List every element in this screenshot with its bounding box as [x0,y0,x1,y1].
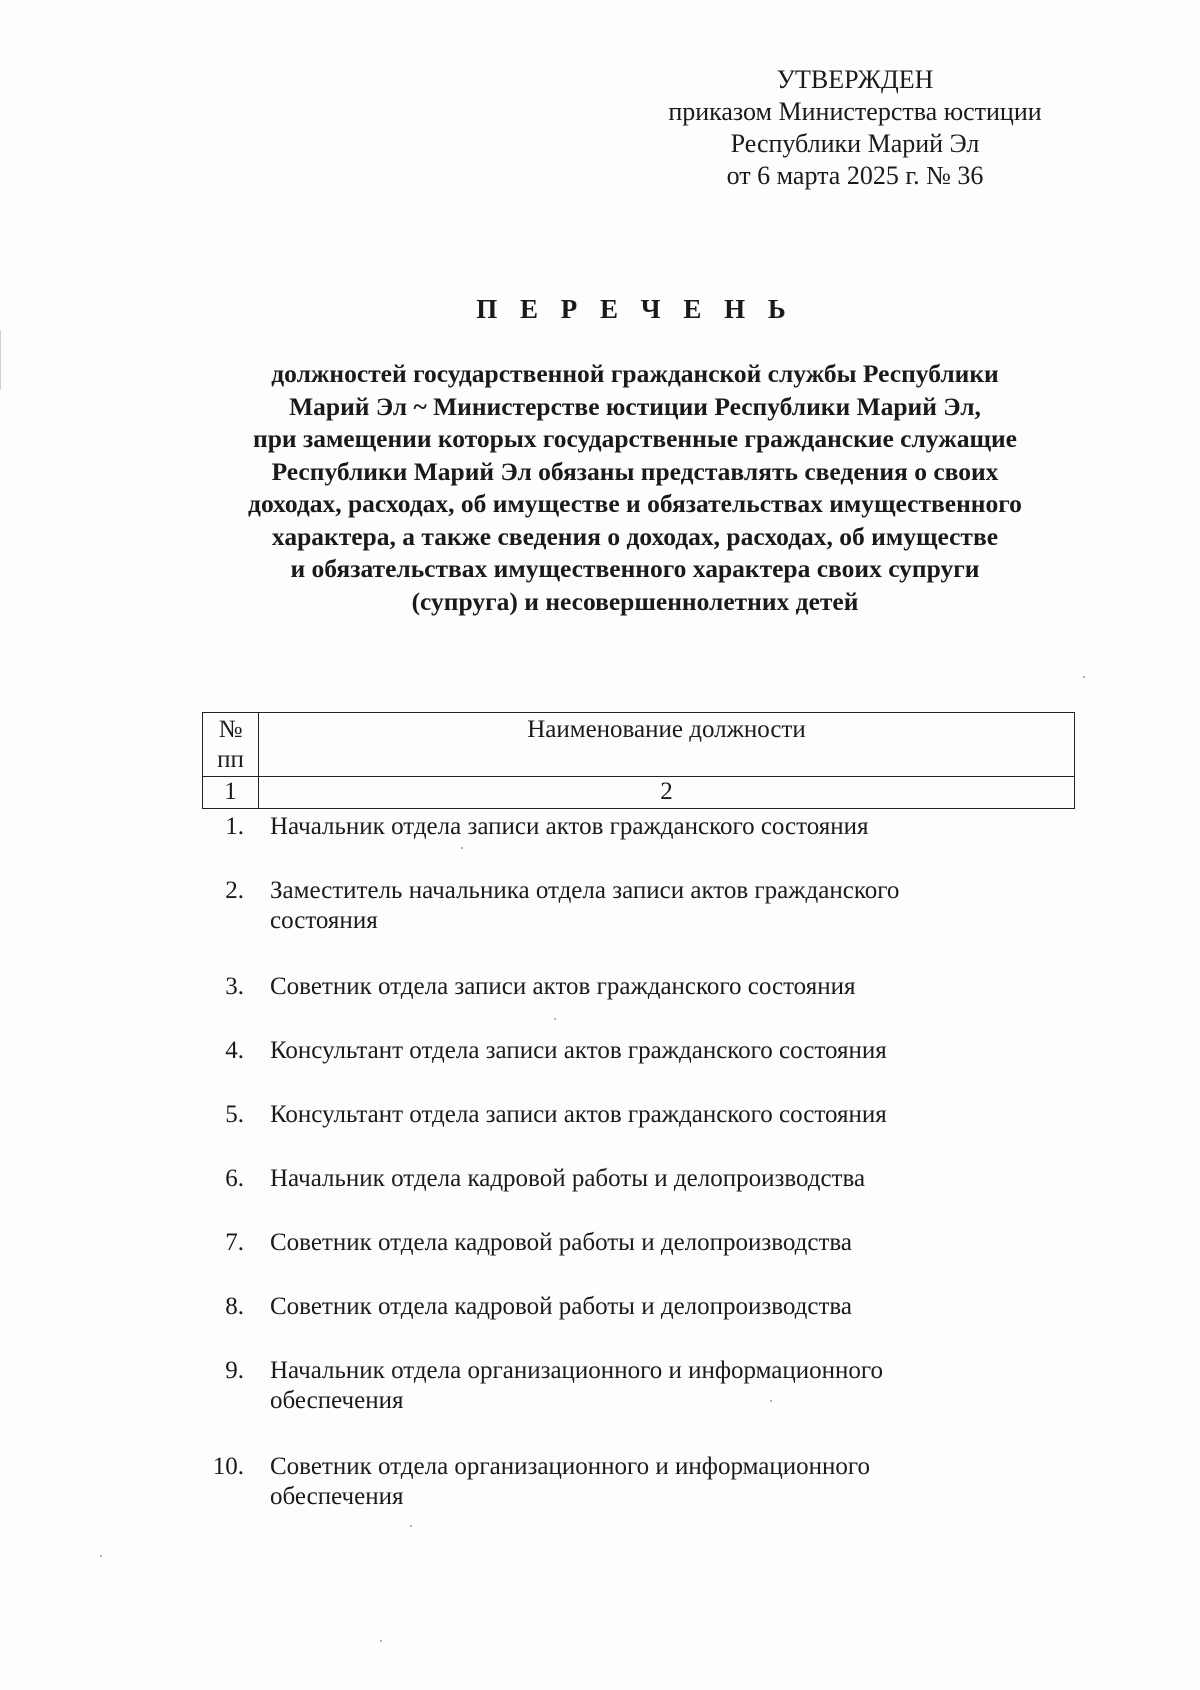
position-row [200,1292,1080,1322]
position-title [270,1452,1080,1512]
subtitle-line: должностей государственной гражданской службы Республики [271,359,999,388]
position-number: 6. [225,1165,244,1192]
approval-line-1: УТВЕРЖДЕН [776,65,934,94]
subtitle-line: доходах, расходах, об имуществе и обязательствах имущественного [248,489,1022,518]
position-number: 10. [212,1453,244,1480]
position-row [200,972,1080,1002]
position-title [270,1356,1080,1416]
position-number: 1. [225,813,244,840]
document-title: П Е Р Е Ч Е Н Ь [476,294,794,324]
scan-speck [770,1400,772,1402]
position-number: 7. [225,1229,244,1256]
position-title-line: Консультант отдела записи актов гражданского состояния [270,1101,887,1128]
position-title [270,1100,1080,1130]
position-number: 8. [225,1293,244,1320]
position-title-line: Начальник отдела кадровой работы и делопроизводства [270,1165,866,1192]
position-row [200,1036,1080,1066]
position-title-line: Консультант отдела записи актов гражданского состояния [270,1037,887,1064]
scan-speck [100,1555,102,1557]
position-title-line: Начальник отдела записи актов гражданского состояния [270,813,869,840]
position-row [200,1164,1080,1194]
position-number: 9. [225,1357,244,1384]
position-row [200,1356,1080,1416]
position-title [270,876,1080,936]
scan-speck [1083,676,1085,678]
position-title [270,1228,1080,1258]
scan-speck [554,1018,556,1020]
position-title-line: состояния [270,907,378,934]
scan-speck [380,1640,382,1642]
position-row [200,876,1080,936]
column-name-index: 2 [660,778,673,805]
header-name-cell: Наименование должности [259,713,1074,777]
scan-speck [461,847,463,849]
position-title [270,972,1080,1002]
position-row [200,1100,1080,1130]
position-number: 5. [225,1101,244,1128]
document-subtitle [190,358,1080,618]
position-number: 4. [225,1037,244,1064]
position-title-line: Заместитель начальника отдела записи актов гражданского [270,877,900,904]
position-title [270,1036,1080,1066]
subtitle-line: (супруга) и несовершеннолетних детей [411,586,859,616]
subtitle-line: Марий Эл ~ Министерстве юстиции Республики Марий Эл, [289,391,981,421]
position-row [200,1228,1080,1258]
column-number-index: 1 [203,777,259,808]
position-row [200,812,1080,842]
position-title [270,812,1080,842]
scan-speck [410,1525,412,1527]
subtitle-line: при замещении которых государственные гражданские служащие [253,424,1017,453]
position-title-line: обеспечения [270,1387,404,1414]
position-number: 2. [225,877,244,904]
position-number: 3. [225,973,244,1000]
position-title-line: обеспечения [270,1483,404,1510]
approval-line-2: приказом Министерства юстиции [668,97,1042,126]
subtitle-line: и обязательствах имущественного характера своих супруги [290,554,980,583]
position-title-line: Советник отдела кадровой работы и делопроизводства [270,1293,852,1320]
approval-line-4: от 6 марта 2025 г. № 36 [726,161,984,190]
position-title [270,1292,1080,1322]
position-title [270,1164,1080,1194]
position-title-line: Начальник отдела организационного и информационного [270,1357,884,1384]
position-title-line: Советник отдела записи актов гражданского состояния [270,973,856,1000]
subtitle-line: характера, а также сведения о доходах, расходах, об имуществе [271,521,999,551]
approval-stamp-block [630,64,1080,192]
scan-edge-mark [0,330,1,390]
subtitle-line: Республики Марий Эл обязаны представлять сведения о своих [271,456,999,486]
positions-table-header [202,712,1075,809]
header-number-cell: № пп [203,713,259,777]
position-title-line: Советник отдела организационного и информационного [270,1453,870,1480]
position-row [200,1452,1080,1512]
approval-line-3: Республики Марий Эл [730,129,980,158]
position-title-line: Советник отдела кадровой работы и делопроизводства [270,1229,852,1256]
